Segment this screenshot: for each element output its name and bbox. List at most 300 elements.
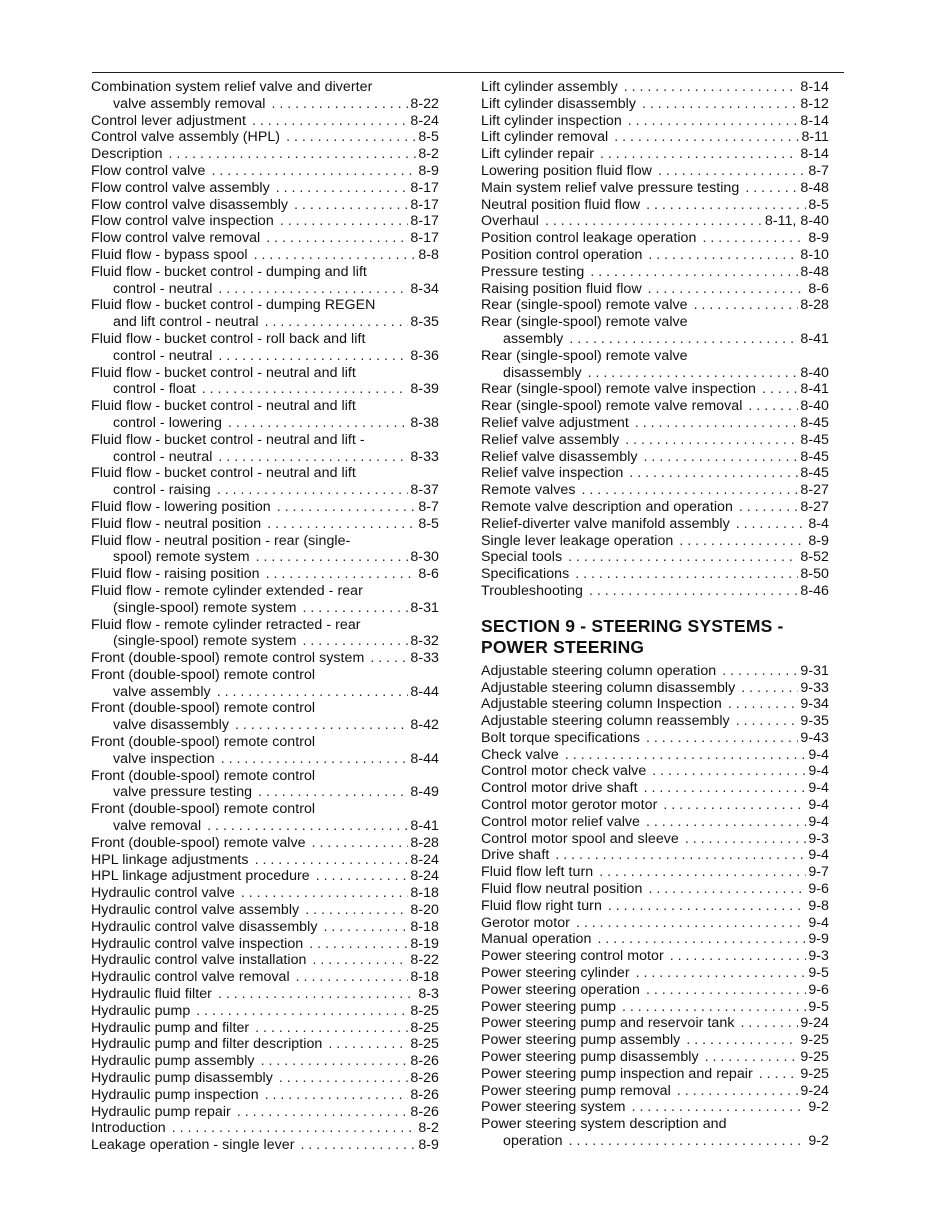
- index-entry: [481, 96, 829, 113]
- page-number: 8-27: [800, 498, 829, 515]
- dot-leader: [646, 730, 798, 747]
- dot-leader: [736, 516, 807, 533]
- index-entry-text: Power steering system description and: [481, 1116, 727, 1133]
- index-entry-text: Control valve assembly (HPL): [91, 129, 281, 146]
- dot-leader: [254, 247, 417, 264]
- index-entry-line: [481, 516, 829, 533]
- index-entry-line: [481, 348, 829, 365]
- page-number: 8-22: [410, 95, 439, 112]
- index-entry-text: Fluid flow - remote cylinder retracted - rear: [91, 616, 361, 633]
- index-entry-text: Flow control valve removal: [91, 230, 261, 247]
- index-entry-text: Pressure testing: [481, 263, 585, 280]
- page-number: 9-5: [808, 965, 829, 982]
- index-entry-text: Fluid flow - lowering position: [91, 498, 271, 515]
- index-entry-line: [91, 784, 439, 801]
- index-entry-line: [481, 163, 829, 180]
- index-entry-text: Rear (single-spool) remote valve removal: [481, 398, 743, 415]
- dot-leader: [568, 549, 798, 566]
- page-number: 9-4: [808, 797, 829, 814]
- index-entry-text: Relief valve assembly: [481, 431, 620, 448]
- index-entry: [481, 197, 829, 214]
- dot-leader: [646, 814, 806, 831]
- index-entry: [481, 314, 829, 348]
- page-number: 8-25: [410, 1002, 439, 1019]
- dot-leader: [328, 1036, 408, 1053]
- page-number: 8-14: [800, 79, 829, 95]
- index-entry-line: [481, 566, 829, 583]
- index-entry-line: [91, 449, 439, 466]
- index-entry-text: Hydraulic control valve disassembly: [91, 918, 318, 935]
- dot-leader: [685, 831, 806, 848]
- index-entry-line: [481, 730, 829, 747]
- page-number: 8-4: [808, 515, 829, 532]
- page-number: 8-5: [808, 196, 829, 213]
- index-entry-text: valve pressure testing: [113, 784, 253, 801]
- index-entry-text: Lift cylinder disassembly: [481, 95, 637, 112]
- index-entry: [481, 432, 829, 449]
- index-entry-line: [481, 129, 829, 146]
- index-entry-text: control - neutral: [113, 448, 213, 465]
- index-entry-text: Manual operation: [481, 931, 592, 948]
- index-entry-text: control - neutral: [113, 280, 213, 297]
- index-entry-line: [481, 482, 829, 499]
- page-number: 8-25: [410, 1019, 439, 1036]
- page-number: 9-4: [808, 914, 829, 931]
- index-entry-text: Power steering pump removal: [481, 1082, 671, 1099]
- dot-leader: [217, 684, 409, 701]
- index-entry-line: [481, 1032, 829, 1049]
- dot-leader: [748, 398, 798, 415]
- dot-leader: [590, 264, 798, 281]
- index-entry-text: Hydraulic fluid filter: [91, 986, 212, 1003]
- index-entry: [481, 264, 829, 281]
- index-entry-line: [91, 902, 439, 919]
- index-entry-line: [91, 1003, 439, 1020]
- index-entry-text: control - float: [113, 381, 196, 398]
- index-entry-line: [91, 768, 439, 785]
- index-entry: [481, 516, 829, 533]
- index-entry-text: Description: [91, 146, 163, 163]
- index-entry-text: Power steering control motor: [481, 948, 664, 965]
- dot-leader: [303, 600, 409, 617]
- dot-leader: [575, 566, 798, 583]
- dot-leader: [694, 297, 799, 314]
- index-entry-text: Control motor drive shaft: [481, 780, 638, 797]
- index-entry-text: Flow control valve: [91, 162, 206, 179]
- dot-leader: [169, 146, 417, 163]
- index-entry-line: [481, 415, 829, 432]
- page-number: 9-24: [800, 1015, 829, 1032]
- index-entry-line: [91, 835, 439, 852]
- index-entry-line: [91, 113, 439, 130]
- index-entry-line: [481, 533, 829, 550]
- page-number: 9-2: [808, 1133, 829, 1150]
- page-number: 8-11: [801, 129, 829, 146]
- index-entry-line: [481, 881, 829, 898]
- page-number: 8-2: [418, 1120, 439, 1137]
- page-number: 9-5: [808, 998, 829, 1015]
- dot-leader: [646, 197, 806, 214]
- page-number: 8-5: [418, 515, 439, 532]
- index-entry: [91, 969, 439, 986]
- index-entry: [91, 247, 439, 264]
- index-entry: [91, 213, 439, 230]
- dot-leader: [741, 680, 798, 697]
- index-entry: [91, 919, 439, 936]
- page-number: 8-8: [418, 246, 439, 263]
- dot-leader: [252, 113, 408, 130]
- dot-leader: [309, 936, 408, 953]
- dot-leader: [218, 449, 408, 466]
- index-entry-line: [481, 465, 829, 482]
- index-entry-text: Hydraulic control valve inspection: [91, 935, 304, 952]
- index-entry-line: [91, 600, 439, 617]
- dot-leader: [272, 96, 409, 113]
- index-entry-text: Adjustable steering column disassembly: [481, 679, 736, 696]
- page-number: 8-26: [410, 1086, 439, 1103]
- dot-leader: [261, 1053, 409, 1070]
- index-entry: [91, 516, 439, 533]
- index-entry-line: [91, 1104, 439, 1121]
- index-entry: [481, 180, 829, 197]
- index-entry-line: [91, 129, 439, 146]
- dot-leader: [266, 230, 408, 247]
- page-number: 8-28: [410, 834, 439, 851]
- page-number: 8-10: [800, 246, 829, 263]
- index-entry-text: Hydraulic pump assembly: [91, 1053, 255, 1070]
- page-number: 8-50: [800, 566, 829, 583]
- dot-leader: [569, 1133, 807, 1150]
- dot-leader: [256, 549, 409, 566]
- index-entry: [91, 885, 439, 902]
- dot-leader: [648, 881, 806, 898]
- index-entry: [481, 230, 829, 247]
- dot-leader: [728, 696, 799, 713]
- index-entry-text: Fluid flow - remote cylinder extended - rear: [91, 582, 363, 599]
- dot-leader: [663, 797, 806, 814]
- index-entry: [481, 831, 829, 848]
- dot-leader: [218, 281, 408, 298]
- dot-leader: [658, 163, 806, 180]
- index-entry-text: Lowering position fluid flow: [481, 162, 652, 179]
- dot-leader: [303, 633, 409, 650]
- page-number: 8-30: [410, 549, 439, 566]
- index-entry-line: [91, 96, 439, 113]
- page-number: 9-9: [808, 931, 829, 948]
- page-number: 9-35: [800, 713, 829, 730]
- dot-leader: [646, 982, 806, 999]
- index-entry-text: Fluid flow - bucket control - neutral and lift: [91, 465, 356, 482]
- index-entry-line: [481, 180, 829, 197]
- section-heading-line1: SECTION 9 - STEERING SYSTEMS -: [481, 615, 784, 636]
- page-number: 8-45: [800, 448, 829, 465]
- index-entry-line: [481, 965, 829, 982]
- index-entry-line: [91, 1020, 439, 1037]
- page-number: 8-34: [410, 280, 439, 297]
- index-entry: [481, 1066, 829, 1083]
- section8-entries-continued: [481, 79, 829, 600]
- page-number: 8-28: [800, 297, 829, 314]
- dot-leader: [642, 96, 798, 113]
- index-entry: [91, 113, 439, 130]
- page-number: 9-4: [808, 847, 829, 864]
- index-entry-text: Front (double-spool) remote control system: [91, 650, 365, 667]
- index-entry-text: Relief-diverter valve manifold assembly: [481, 515, 730, 532]
- index-entry: [91, 1003, 439, 1020]
- index-entry-line: [91, 1036, 439, 1053]
- index-entry-text: Rear (single-spool) remote valve: [481, 314, 688, 331]
- index-entry-text: Fluid flow - bucket control - roll back and lift: [91, 330, 366, 347]
- index-entry-text: Lift cylinder assembly: [481, 79, 618, 95]
- dot-leader: [679, 533, 806, 550]
- index-entry-text: Gerotor motor: [481, 914, 570, 931]
- page-number: 8-40: [800, 364, 829, 381]
- page-number: 8-14: [800, 146, 829, 163]
- index-entry-line: [481, 898, 829, 915]
- index-entry-text: Hydraulic control valve installation: [91, 952, 307, 969]
- index-entry-line: [91, 818, 439, 835]
- index-entry-line: [91, 314, 439, 331]
- dot-leader: [588, 365, 799, 382]
- index-entry: [91, 734, 439, 768]
- dot-leader: [759, 1066, 799, 1083]
- index-entry: [481, 1083, 829, 1100]
- index-entry: [481, 566, 829, 583]
- page-number: 8-48: [800, 179, 829, 196]
- index-entry-line: [91, 952, 439, 969]
- index-entry: [481, 696, 829, 713]
- index-entry: [91, 768, 439, 802]
- index-entry: [91, 465, 439, 499]
- index-entry-line: [481, 432, 829, 449]
- page-number: 8-32: [410, 633, 439, 650]
- index-entry-line: [91, 1120, 439, 1137]
- page-number: 8-45: [800, 465, 829, 482]
- dot-leader: [237, 1104, 409, 1121]
- page-number: 9-43: [800, 729, 829, 746]
- dot-leader: [277, 499, 417, 516]
- dot-leader: [702, 230, 806, 247]
- dot-leader: [258, 784, 408, 801]
- index-entry: [481, 129, 829, 146]
- index-entry-text: Troubleshooting: [481, 582, 583, 599]
- index-entry-text: Fluid flow - bucket control - dumping REGEN: [91, 297, 376, 314]
- index-entry-text: Combination system relief valve and diverter: [91, 79, 373, 95]
- index-entry-line: [91, 852, 439, 869]
- index-entry-text: Remote valve description and operation: [481, 498, 733, 515]
- dot-leader: [599, 864, 806, 881]
- dot-leader: [207, 818, 408, 835]
- dot-leader: [255, 852, 409, 869]
- index-entry: [91, 1053, 439, 1070]
- index-entry-text: Fluid flow neutral position: [481, 881, 643, 898]
- index-entry-text: valve removal: [113, 818, 202, 835]
- dot-leader: [628, 113, 799, 130]
- index-entry: [481, 847, 829, 864]
- index-entry-text: Introduction: [91, 1120, 166, 1137]
- page-number: 9-25: [800, 1049, 829, 1066]
- dot-leader: [745, 180, 798, 197]
- index-entry: [481, 713, 829, 730]
- index-entry-line: [481, 398, 829, 415]
- index-entry-line: [91, 734, 439, 751]
- index-entry-line: [91, 163, 439, 180]
- index-entry: [91, 1137, 439, 1154]
- index-entry-text: Bolt torque specifications: [481, 729, 641, 746]
- index-entry-line: [91, 1053, 439, 1070]
- dot-leader: [644, 449, 799, 466]
- index-entry-line: [91, 1070, 439, 1087]
- index-entry-line: [481, 1099, 829, 1116]
- page-number: 9-3: [808, 830, 829, 847]
- index-entry-text: Specifications: [481, 566, 570, 583]
- dot-leader: [294, 197, 408, 214]
- index-entry-line: [481, 763, 829, 780]
- page-number: 8-42: [410, 717, 439, 734]
- dot-leader: [600, 146, 798, 163]
- dot-leader: [305, 902, 408, 919]
- index-entry: [91, 902, 439, 919]
- index-entry-text: Front (double-spool) remote control: [91, 767, 316, 784]
- index-entry: [91, 331, 439, 365]
- index-entry: [481, 982, 829, 999]
- page-number: 9-25: [800, 1065, 829, 1082]
- index-entry-text: Flow control valve disassembly: [91, 196, 289, 213]
- page-number: 8-39: [410, 381, 439, 398]
- index-entry-line: [91, 365, 439, 382]
- dot-leader: [652, 763, 806, 780]
- index-entry: [91, 852, 439, 869]
- index-entry-line: [481, 79, 829, 96]
- index-entry-text: valve disassembly: [113, 717, 229, 734]
- index-entry-line: [91, 79, 439, 96]
- index-entry-line: [481, 96, 829, 113]
- dot-leader: [625, 432, 798, 449]
- index-entry-line: [91, 297, 439, 314]
- dot-leader: [228, 415, 408, 432]
- dot-leader: [286, 129, 416, 146]
- index-entry: [91, 835, 439, 852]
- index-entry-line: [481, 1015, 829, 1032]
- index-entry-text: Fluid flow - bucket control - neutral and lift: [91, 398, 356, 415]
- index-entry-text: Position control leakage operation: [481, 230, 697, 247]
- index-entry: [481, 814, 829, 831]
- index-entry-text: Front (double-spool) remote control: [91, 666, 316, 683]
- index-entry-text: Power steering system: [481, 1099, 626, 1116]
- page-number: 9-25: [800, 1032, 829, 1049]
- dot-leader: [736, 713, 799, 730]
- page-number: 9-4: [808, 746, 829, 763]
- index-entry-text: operation: [503, 1133, 563, 1150]
- page-number: 8-38: [410, 414, 439, 431]
- index-entry-line: [91, 986, 439, 1003]
- index-entry-line: [481, 549, 829, 566]
- index-entry: [91, 180, 439, 197]
- index-entry-line: [481, 230, 829, 247]
- index-entry-line: [481, 264, 829, 281]
- index-entry: [481, 583, 829, 600]
- index-entry: [481, 247, 829, 264]
- index-entry: [91, 1087, 439, 1104]
- index-entry: [91, 986, 439, 1003]
- index-entry-text: Hydraulic pump and filter description: [91, 1036, 323, 1053]
- index-entry: [91, 700, 439, 734]
- index-entry-text: Main system relief valve pressure testing: [481, 179, 740, 196]
- index-entry: [481, 297, 829, 314]
- index-entry: [481, 864, 829, 881]
- index-entry-line: [91, 230, 439, 247]
- index-entry: [481, 948, 829, 965]
- index-entry-text: Adjustable steering column operation: [481, 662, 717, 679]
- index-entry-text: Control motor gerotor motor: [481, 797, 658, 814]
- index-entry-line: [481, 1133, 829, 1150]
- index-entry: [91, 566, 439, 583]
- index-entry-text: Fluid flow - bucket control - neutral and lift -: [91, 431, 365, 448]
- index-entry-text: Power steering cylinder: [481, 965, 630, 982]
- page-number: 8-17: [410, 196, 439, 213]
- page-number: 9-33: [800, 679, 829, 696]
- index-entry-line: [481, 365, 829, 382]
- index-entry-text: control - raising: [113, 482, 211, 499]
- page-number: 9-2: [808, 1099, 829, 1116]
- dot-leader: [632, 1099, 807, 1116]
- page-number: 9-4: [808, 780, 829, 797]
- index-entry: [481, 482, 829, 499]
- page-number: 9-24: [800, 1082, 829, 1099]
- index-entry-text: valve inspection: [113, 750, 215, 767]
- page-number: 8-35: [410, 314, 439, 331]
- index-entry-text: (single-spool) remote system: [113, 599, 297, 616]
- index-entry: [91, 936, 439, 953]
- index-entry-line: [481, 197, 829, 214]
- index-entry-line: [481, 663, 829, 680]
- page-number: 9-8: [808, 897, 829, 914]
- dot-leader: [569, 331, 798, 348]
- index-entry-line: [91, 432, 439, 449]
- page-number: 8-26: [410, 1103, 439, 1120]
- index-entry: [91, 163, 439, 180]
- index-entry-text: Leakage operation - single lever: [91, 1137, 295, 1154]
- index-entry-line: [481, 831, 829, 848]
- index-entry-text: Relief valve inspection: [481, 465, 624, 482]
- index-entry-text: Hydraulic control valve: [91, 885, 235, 902]
- dot-leader: [629, 465, 798, 482]
- index-entry-text: Power steering pump: [481, 998, 617, 1015]
- index-entry: [91, 79, 439, 113]
- index-entry-text: Check valve: [481, 746, 559, 763]
- index-entry-line: [481, 780, 829, 797]
- index-entry-text: control - lowering: [113, 414, 222, 431]
- dot-leader: [172, 1120, 417, 1137]
- index-entry-line: [481, 999, 829, 1016]
- index-entry-text: Special tools: [481, 549, 563, 566]
- index-entry-line: [481, 864, 829, 881]
- dot-leader: [221, 751, 409, 768]
- dot-leader: [211, 163, 416, 180]
- index-entry-line: [91, 936, 439, 953]
- index-entry: [481, 348, 829, 382]
- index-entry-text: Hydraulic pump and filter: [91, 1019, 250, 1036]
- index-entry: [91, 297, 439, 331]
- page-number: 8-44: [410, 750, 439, 767]
- page-number: 8-40: [800, 398, 829, 415]
- index-entry-line: [481, 847, 829, 864]
- index-entry-text: Fluid flow left turn: [481, 864, 594, 881]
- page-number: 8-17: [410, 179, 439, 196]
- index-entry-line: [91, 717, 439, 734]
- page-number: 8-19: [410, 935, 439, 952]
- page-number: 8-24: [410, 112, 439, 129]
